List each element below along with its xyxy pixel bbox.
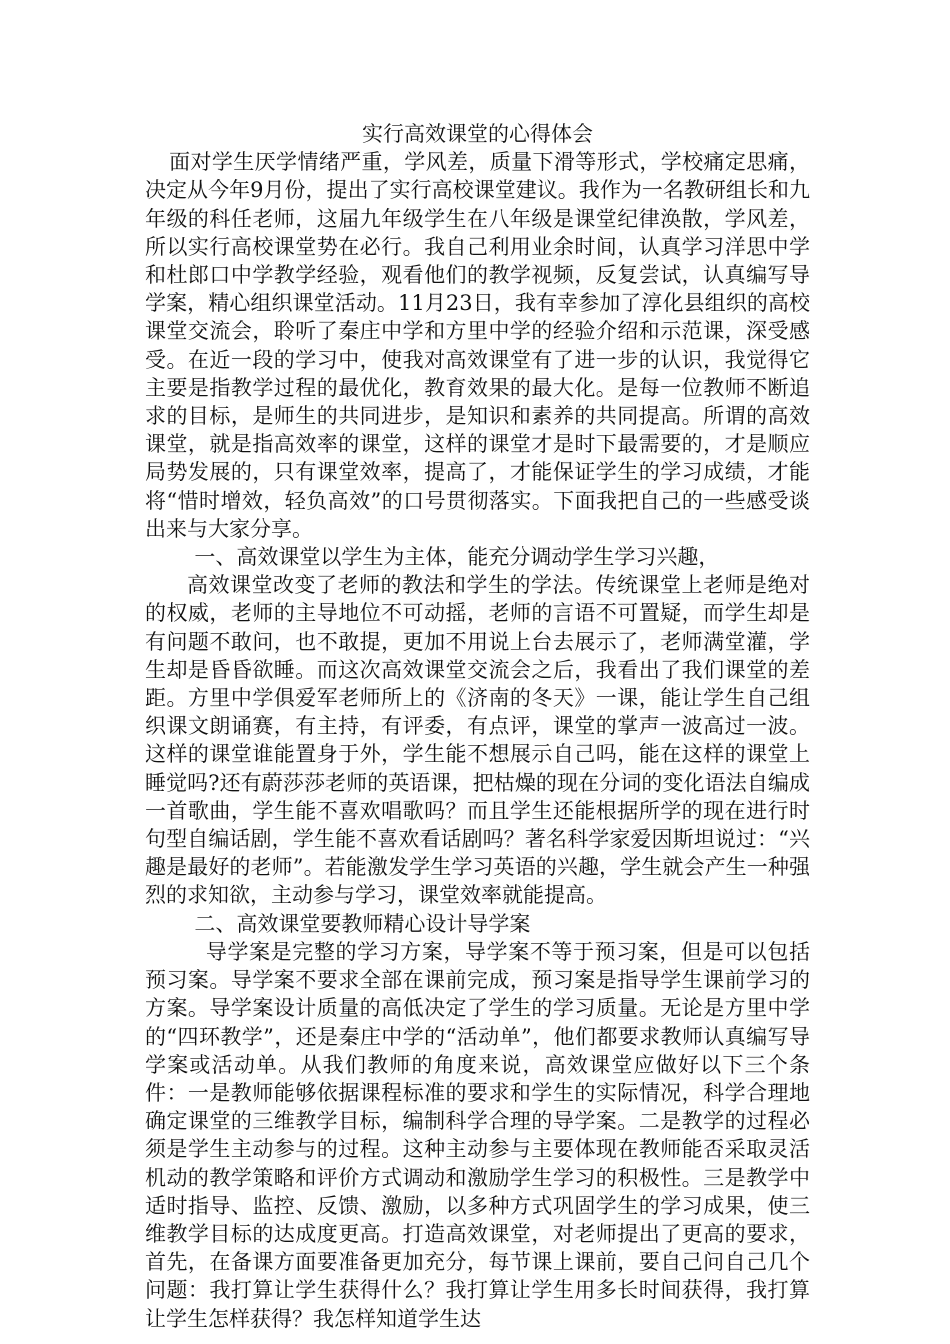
section-1-paragraph: 高效课堂改变了老师的教法和学生的学法。传统课堂上老师是绝对的权威，老师的主导地位不可动摇，老师的言语不可置疑，而学生却是有问题不敢问，也不敢提，更加不用说上台去展示了，老师满堂灌，学生却是昏昏欲睡。而这次高效课堂交流会之后，我看出了我们课堂的差距。方里中学俱爱军老师所上的《济南的冬天》一课，能让学生自己组织课文朗诵赛，有主持，有评委，有点评，课堂的掌声一波高过一波。这样的课堂谁能置身于外，学生能不想展示自己吗，能在这样的课堂上睡觉吗?还有蔚莎莎老师的英语课，把枯燥的现在分词的变化语法自编成一首歌曲，学生能不喜欢唱歌吗？而且学生还能根据所学的现在进行时句型自编话剧，学生能不喜欢看话剧吗？著名科学家爱因斯坦说过：“兴趣是最好的老师”。若能激发学生学习英语的兴趣，学生就会产生一种强烈的求知欲，主动参与学习，课堂效率就能提高。 — [145, 573, 810, 908]
intro-paragraph: 面对学生厌学情绪严重，学风差，质量下滑等形式，学校痛定思痛，决定从今年9月份，提出了实行高校课堂建议。我作为一名教研组长和九年级的科任老师，这届九年级学生在八年级是课堂纪律涣散，学风差，所以实行高校课堂势在必行。我自己利用业余时间，认真学习洋思中学和杜郎口中学教学经验，观看他们的教学视频，反复尝试，认真编写导学案，精心组织课堂活动。11月23日，我有幸参加了淳化县组织的高校课堂交流会，聆听了秦庄中学和方里中学的经验介绍和示范课，深受感受。在近一段的学习中，使我对高效课堂有了进一步的认识，我觉得它主要是指教学过程的最优化，教育效果的最大化。是每一位教师不断追求的目标，是师生的共同进步，是知识和素养的共同提高。所谓的高效课堂，就是指高效率的课堂，这样的课堂才是时下最需要的，才是顺应局势发展的，只有课堂效率，提高了，才能保证学生的学习成绩，才能将“惜时增效，轻负高效”的口号贯彻落实。下面我把自己的一些感受谈出来与大家分享。 — [145, 150, 810, 541]
section-2-paragraph: 导学案是完整的学习方案，导学案不等于预习案，但是可以包括预习案。导学案不要求全部在课前完成，预习案是指导学生课前学习的方案。导学案设计质量的高低决定了学生的学习质量。无论是方里中学的“四环教学”，还是秦庄中学的“活动单”，他们都要求教师认真编写导学案或活动单。从我们教师的角度来说，高效课堂应做好以下三个条件：一是教师能够依据课程标准的要求和学生的实际情况，科学合理地确定课堂的三维教学目标，编制科学合理的导学案。二是教学的过程必须是学生主动参与的过程。这种主动参与主要体现在教师能否采取灵活机动的教学策略和评价方式调动和激励学生学习的积极性。三是教学中适时指导、监控、反馈、激励，以多种方式巩固学生的学习成果，使三维教学目标的达成度更高。打造高效课堂，对老师提出了更高的要求，首先，在备课方面要准备更加充分，每节课上课前，要自己问自己几个问题：我打算让学生获得什么？我打算让学生用多长时间获得，我打算让学生怎样获得？我怎样知道学生达 — [145, 939, 810, 1331]
section-heading-2: 二、高效课堂要教师精心设计导学案 — [194, 911, 531, 936]
document-body — [145, 120, 810, 1333]
document-title: 实行高效课堂的心得体会 — [362, 122, 593, 146]
section-heading-1: 一、高效课堂以学生为主体，能充分调动学生学习兴趣， — [194, 545, 720, 570]
